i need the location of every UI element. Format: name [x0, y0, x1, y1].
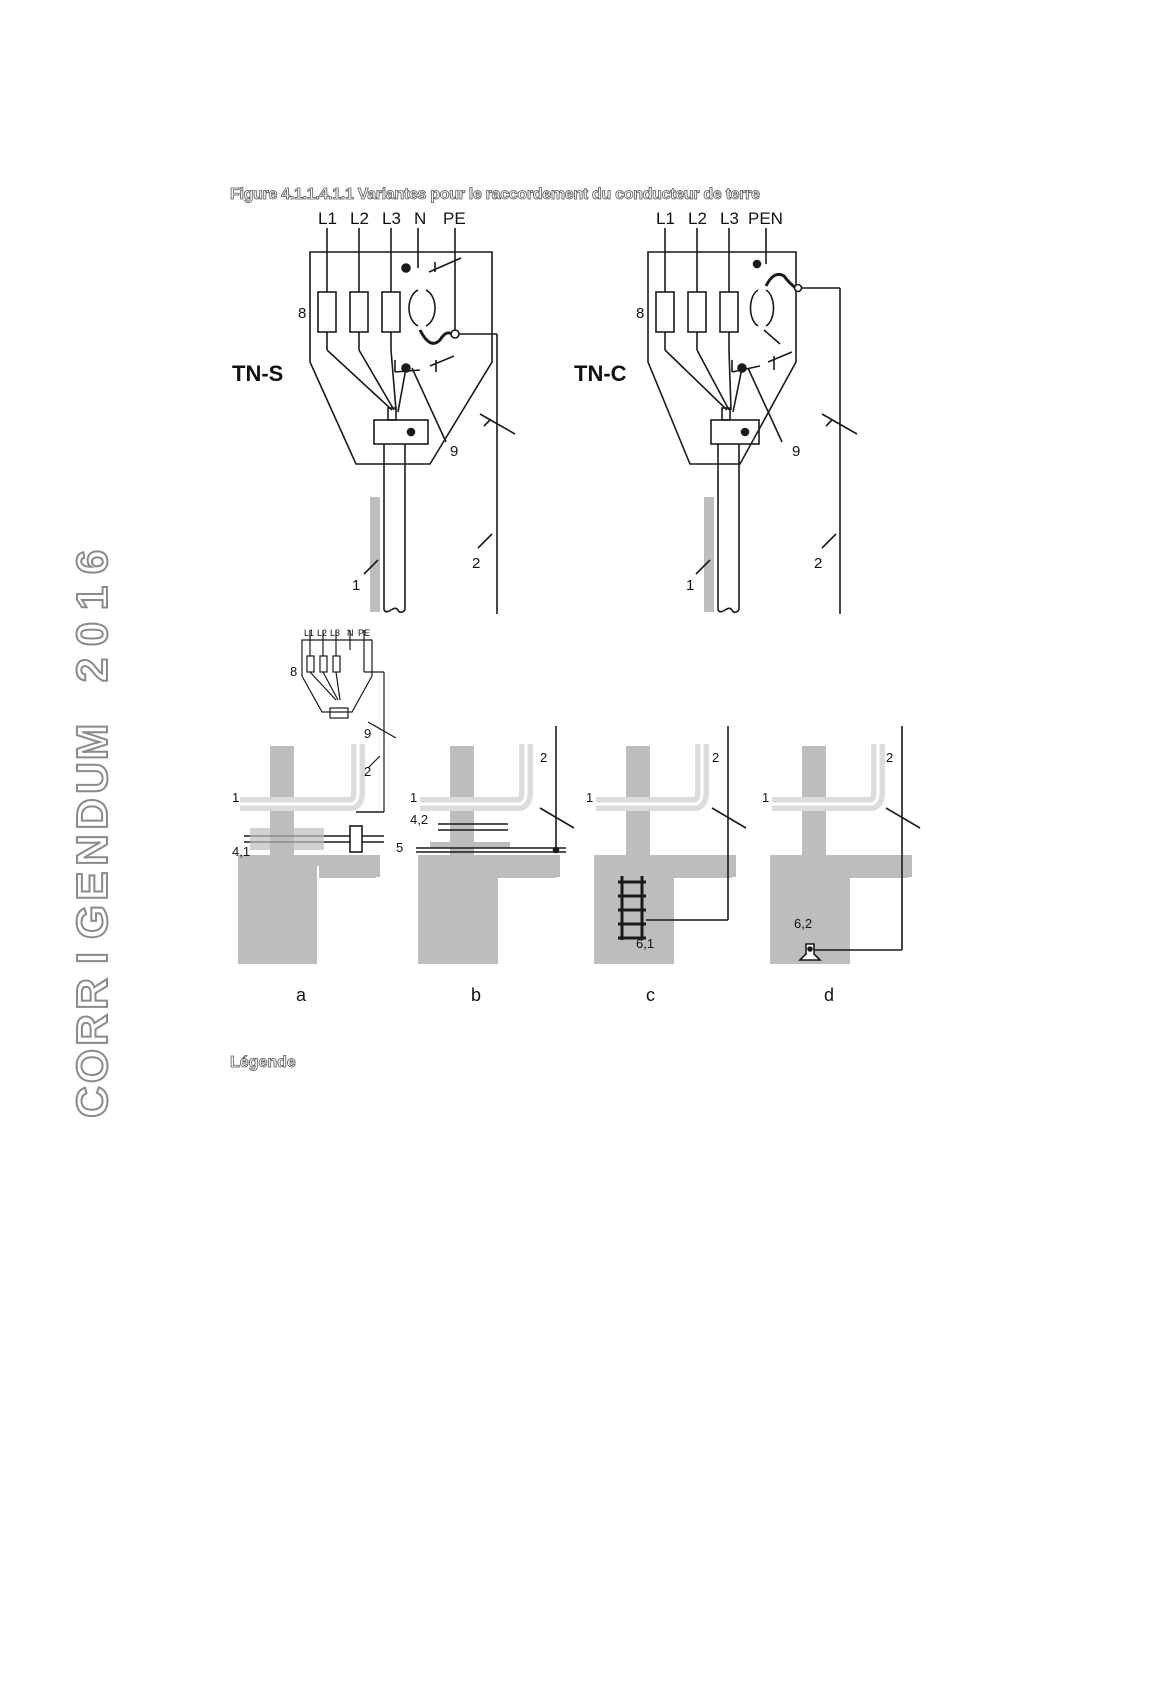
watermark-char: 1	[68, 585, 117, 611]
watermark-char: R	[68, 978, 117, 1010]
tnc-label-fuses: 8	[636, 305, 645, 322]
tns-box-outline	[310, 252, 492, 464]
tns-label-l3: L3	[382, 209, 401, 228]
watermark-char: 2	[68, 657, 117, 683]
tnc-system-label: TN-C	[574, 361, 627, 386]
variant-b-letter: b	[471, 985, 482, 1005]
tns-label-pe: PE	[443, 209, 466, 228]
tns-label-l1: L1	[318, 209, 337, 228]
tns-system-label: TN-S	[232, 361, 284, 386]
tns-label-n: N	[414, 209, 427, 228]
tns-label-l2: L2	[350, 209, 369, 228]
small-label-l2: L2	[317, 628, 328, 638]
watermark-char: R	[68, 1014, 117, 1046]
variant-a-label-41: 4,1	[232, 844, 251, 859]
small-label-pe: PE	[358, 628, 371, 638]
tnc-label-l2: L2	[688, 209, 707, 228]
variant-b	[416, 726, 574, 964]
variant-b-label-2: 2	[540, 750, 548, 765]
variant-a-label-1: 1	[232, 790, 240, 805]
tns-label-terminal: 9	[450, 443, 459, 460]
watermark-char: G	[68, 904, 117, 940]
tns-fuse-l1	[318, 292, 336, 332]
watermark-char: D	[68, 798, 117, 830]
variant-d-label-1: 1	[762, 790, 770, 805]
tnc-cable-sleeve	[704, 497, 714, 612]
watermark-char: N	[68, 834, 117, 866]
tns-fuse-l2	[350, 292, 368, 332]
small-label-n: N	[347, 628, 354, 638]
variant-d-label-62: 6,2	[794, 916, 813, 931]
legend-heading: Légende	[230, 1054, 296, 1071]
variant-c-letter: c	[646, 985, 655, 1005]
tns-link	[420, 330, 452, 343]
tns-label-cable: 1	[352, 577, 361, 594]
watermark-char: 6	[68, 549, 117, 575]
tns-panel	[310, 228, 515, 614]
small-label-fuses: 8	[290, 664, 298, 679]
tnc-label-l3: L3	[720, 209, 739, 228]
variant-b-label-5: 5	[396, 840, 404, 855]
watermark-char: U	[68, 762, 117, 794]
tnc-fuse-l2	[688, 292, 706, 332]
tns-cable-sleeve	[370, 497, 380, 612]
variant-a	[238, 744, 384, 964]
tns-pe-terminal	[451, 330, 459, 338]
variant-b-label-42: 4,2	[410, 812, 429, 827]
variant-d	[770, 726, 920, 964]
watermark-char: 0	[68, 621, 117, 647]
variant-a-letter: a	[296, 985, 307, 1005]
tns-label-earth: 2	[472, 555, 481, 572]
variant-c-label-1: 1	[586, 790, 594, 805]
tnc-link	[766, 274, 796, 288]
variant-c-label-2: 2	[712, 750, 720, 765]
watermark-char: I	[68, 951, 117, 965]
tns-label-fuses: 8	[298, 305, 307, 322]
watermark-char: M	[68, 723, 117, 761]
small-box-panel	[302, 630, 396, 812]
tns-terminal-block	[374, 420, 428, 444]
tns-fuse-l3	[382, 292, 400, 332]
variant-b-label-1: 1	[410, 790, 418, 805]
small-label-l3: L3	[330, 628, 341, 638]
figure-caption: Figure 4.1.1.4.1.1 Variantes pour le raccordement du conducteur de terre	[230, 186, 760, 203]
tnc-label-earth: 2	[814, 555, 823, 572]
tnc-label-pen: PEN	[748, 209, 783, 228]
tnc-panel	[648, 228, 857, 614]
variant-d-label-2: 2	[886, 750, 894, 765]
tns-n-terminal	[402, 264, 410, 272]
small-label-l1: L1	[304, 628, 315, 638]
watermark-char: E	[68, 871, 117, 901]
tnc-label-l1: L1	[656, 209, 675, 228]
small-label-terminal: 9	[364, 726, 372, 741]
watermark-char: C	[68, 1086, 117, 1118]
small-label-earth: 2	[364, 764, 372, 779]
variant-d-letter: d	[824, 985, 835, 1005]
variant-c-label-61: 6,1	[636, 936, 655, 951]
tnc-label-terminal: 9	[792, 443, 801, 460]
tnc-label-cable: 1	[686, 577, 695, 594]
variant-c	[594, 726, 746, 964]
tnc-fuse-l1	[656, 292, 674, 332]
tnc-fuse-l3	[720, 292, 738, 332]
watermark-char: O	[68, 1048, 117, 1084]
tnc-terminal-block	[711, 420, 759, 444]
